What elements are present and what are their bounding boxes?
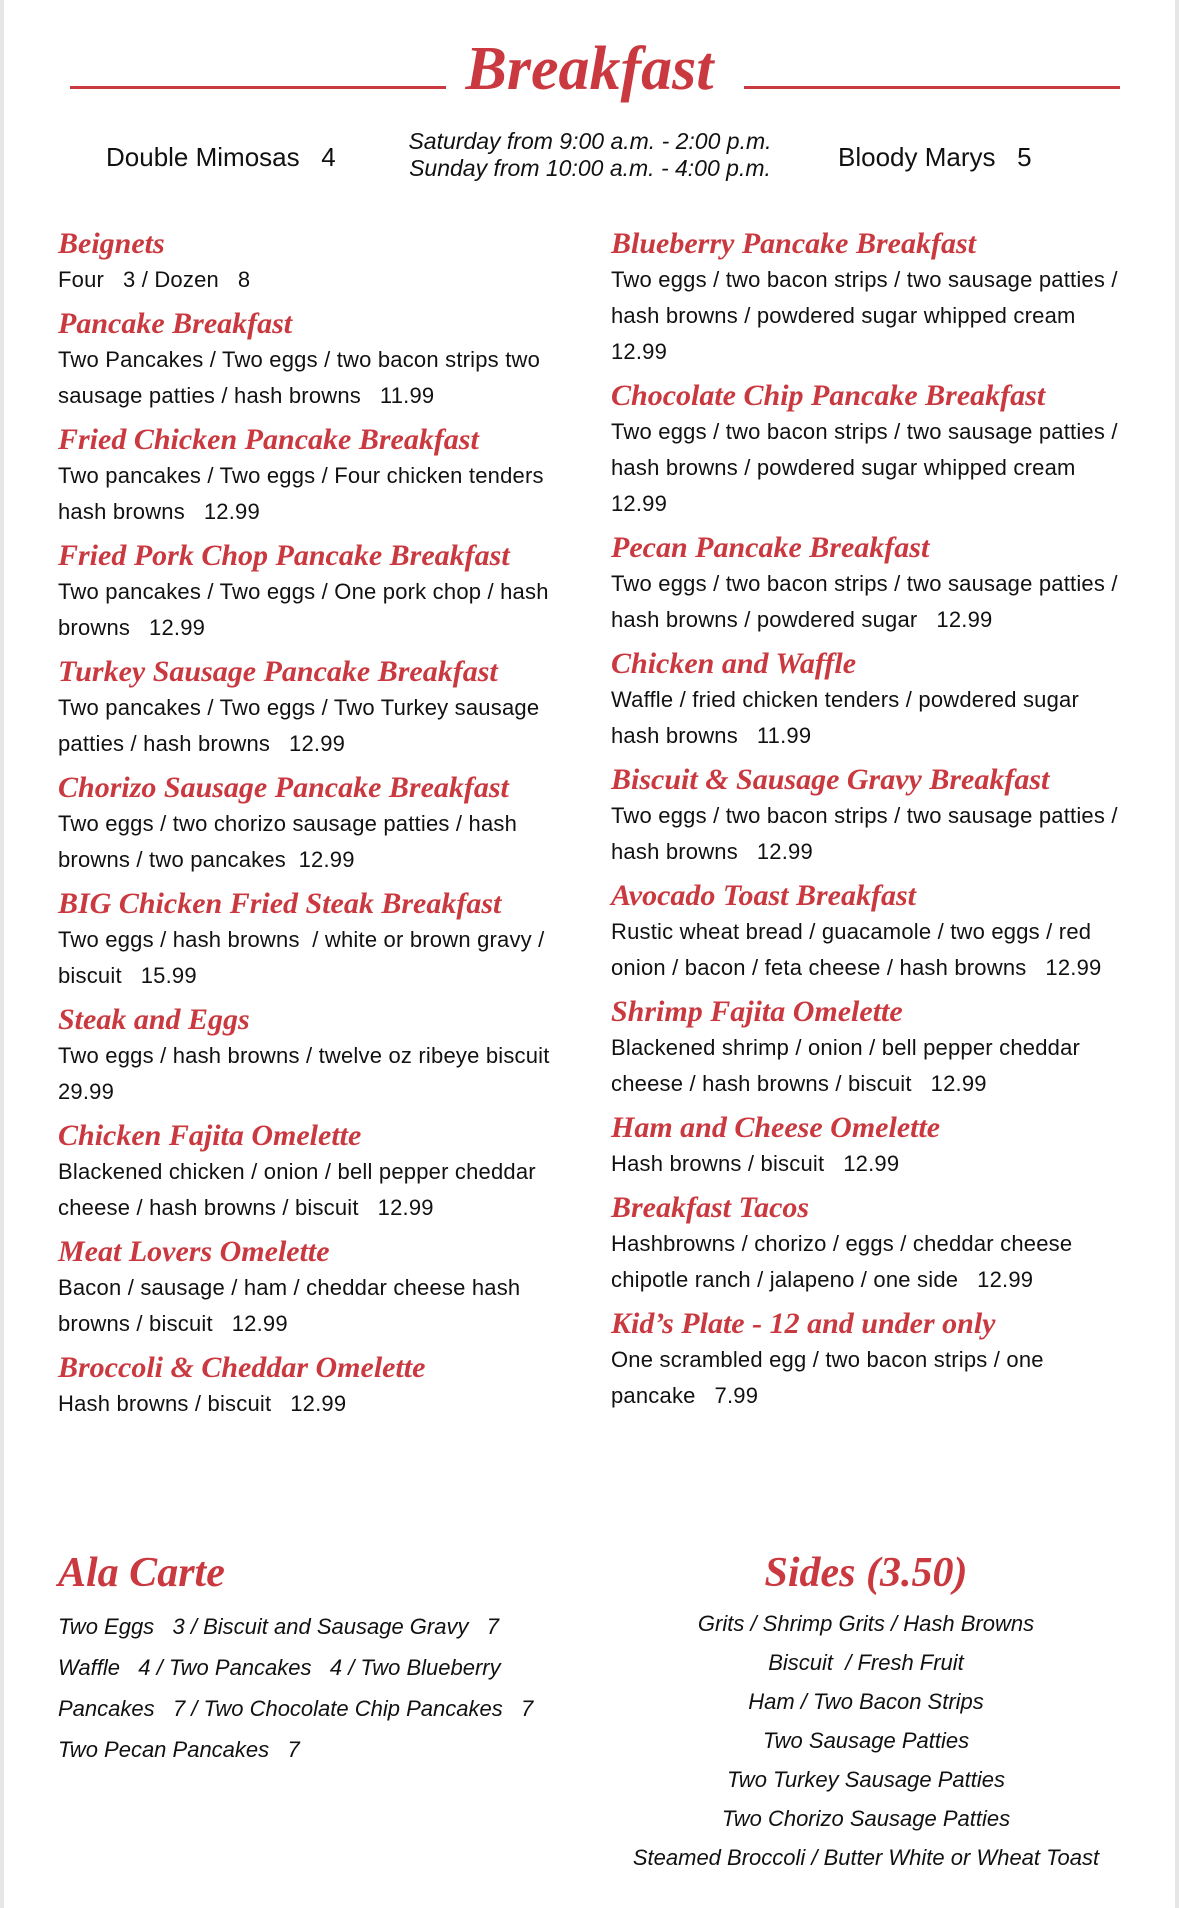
menu-item <box>58 226 578 298</box>
menu-title: Breakfast <box>465 35 714 103</box>
menu-item <box>58 538 578 646</box>
sides-title: Sides (3.50) <box>764 1550 968 1596</box>
menu-item <box>58 886 578 994</box>
item-description: Two pancakes / Two eggs / Two Turkey sausage patties / hash browns 12.99 <box>58 695 546 756</box>
drink-special-mimosas: Double Mimosas 4 <box>106 142 336 172</box>
sides-line: Two Chorizo Sausage Patties <box>721 1806 1011 1831</box>
sides-line: Two Turkey Sausage Patties <box>727 1767 1005 1792</box>
menu-item <box>611 646 1131 754</box>
menu-item <box>58 1118 578 1226</box>
item-description: Two pancakes / Two eggs / Four chicken tenders hash browns 12.99 <box>58 463 551 524</box>
title-rule-left <box>70 86 446 89</box>
item-description: Rustic wheat bread / guacamole / two eggs / red onion / bacon / feta cheese / hash browns 12.99 <box>611 919 1102 980</box>
item-name: Fried Pork Chop Pancake Breakfast <box>58 539 510 572</box>
item-name: Beignets <box>58 227 165 260</box>
menu-column-right <box>611 226 1131 1422</box>
item-description: Two Pancakes / Two eggs / two bacon strips two sausage patties / hash browns 11.99 <box>58 347 547 408</box>
menu-item <box>611 1306 1131 1414</box>
page-edge-right <box>1175 0 1179 1908</box>
menu-item <box>611 1110 1131 1182</box>
sides-line: Steamed Broccoli / Butter White or Wheat Toast <box>632 1845 1100 1870</box>
item-description: Two pancakes / Two eggs / One pork chop / hash browns 12.99 <box>58 579 555 640</box>
menu-item <box>611 994 1131 1102</box>
item-name: Broccoli & Cheddar Omelette <box>58 1351 426 1384</box>
item-description: Hash browns / biscuit 12.99 <box>611 1151 900 1176</box>
item-name: Biscuit & Sausage Gravy Breakfast <box>611 763 1050 796</box>
item-name: Chicken and Waffle <box>611 647 857 680</box>
ala-carte-list <box>58 1606 578 1770</box>
item-description: Two eggs / two bacon strips / two sausage patties / hash browns / powdered sugar 12.99 <box>611 571 1124 632</box>
menu-item <box>58 1234 578 1342</box>
ala-carte-line: Two Pecan Pancakes 7 <box>58 1737 300 1762</box>
page-edge-left <box>0 0 4 1908</box>
menu-column-left <box>58 226 578 1430</box>
item-name: Chicken Fajita Omelette <box>58 1119 362 1152</box>
item-description: Blackened shrimp / onion / bell pepper cheddar cheese / hash browns / biscuit 12.99 <box>611 1035 1087 1096</box>
sides-line: Ham / Two Bacon Strips <box>748 1689 984 1714</box>
menu-item <box>611 378 1131 522</box>
item-name: Chorizo Sausage Pancake Breakfast <box>58 771 509 804</box>
item-description: Two eggs / hash browns / white or brown gravy / biscuit 15.99 <box>58 927 551 988</box>
sides-line: Two Sausage Patties <box>762 1728 970 1753</box>
title-rule-right <box>744 86 1120 89</box>
item-description: Hash browns / biscuit 12.99 <box>58 1391 347 1416</box>
brunch-hours <box>380 128 800 182</box>
item-name: Meat Lovers Omelette <box>58 1235 330 1268</box>
ala-carte-line: Waffle 4 / Two Pancakes 4 / Two Blueberry <box>58 1655 501 1680</box>
item-description: Two eggs / two chorizo sausage patties / hash browns / two pancakes 12.99 <box>58 811 524 872</box>
ala-carte-line: Two Eggs 3 / Biscuit and Sausage Gravy 7 <box>58 1614 500 1639</box>
item-description: Two eggs / two bacon strips / two sausage patties / hash browns / powdered sugar whipped cream 12.99 <box>611 419 1124 516</box>
drink-special-bloody-marys: Bloody Marys 5 <box>838 142 1032 172</box>
item-description: Two eggs / two bacon strips / two sausage patties / hash browns / powdered sugar whipped cream 12.99 <box>611 267 1124 364</box>
item-description: One scrambled egg / two bacon strips / one pancake 7.99 <box>611 1347 1051 1408</box>
menu-item <box>58 1350 578 1422</box>
sides-line: Biscuit / Fresh Fruit <box>768 1650 964 1675</box>
item-description: Hashbrowns / chorizo / eggs / cheddar cheese chipotle ranch / jalapeno / one side 12.99 <box>611 1231 1079 1292</box>
item-name: Blueberry Pancake Breakfast <box>611 227 976 260</box>
menu-item <box>58 422 578 530</box>
menu-item <box>611 878 1131 986</box>
item-name: Breakfast Tacos <box>611 1191 810 1224</box>
item-name: Shrimp Fajita Omelette <box>611 995 903 1028</box>
sides-line: Grits / Shrimp Grits / Hash Browns <box>697 1611 1035 1636</box>
item-description: Blackened chicken / onion / bell pepper cheddar cheese / hash browns / biscuit 12.99 <box>58 1159 543 1220</box>
item-description: Four 3 / Dozen 8 <box>58 267 251 292</box>
item-name: Steak and Eggs <box>58 1003 250 1036</box>
item-description: Bacon / sausage / ham / cheddar cheese hash browns / biscuit 12.99 <box>58 1275 527 1336</box>
item-description: Two eggs / hash browns / twelve oz ribeye biscuit 29.99 <box>58 1043 569 1104</box>
item-name: Chocolate Chip Pancake Breakfast <box>611 379 1046 412</box>
menu-item <box>58 306 578 414</box>
menu-item <box>611 762 1131 870</box>
hours-sunday: Sunday from 10:00 a.m. - 4:00 p.m. <box>409 155 771 181</box>
item-description: Waffle / fried chicken tenders / powdered sugar hash browns 11.99 <box>611 687 1086 748</box>
item-name: Ham and Cheese Omelette <box>611 1111 941 1144</box>
item-name: Fried Chicken Pancake Breakfast <box>58 423 479 456</box>
item-name: Kid’s Plate - 12 and under only <box>611 1307 996 1340</box>
item-name: Pecan Pancake Breakfast <box>611 531 930 564</box>
item-name: Avocado Toast Breakfast <box>611 879 916 912</box>
menu-item <box>58 770 578 878</box>
sides-list <box>611 1604 1121 1877</box>
item-name: BIG Chicken Fried Steak Breakfast <box>58 887 502 920</box>
item-name: Pancake Breakfast <box>58 307 293 340</box>
ala-carte-title: Ala Carte <box>58 1550 225 1596</box>
menu-item <box>611 1190 1131 1298</box>
item-description: Two eggs / two bacon strips / two sausage patties / hash browns 12.99 <box>611 803 1124 864</box>
menu-item <box>58 654 578 762</box>
hours-saturday: Saturday from 9:00 a.m. - 2:00 p.m. <box>408 128 772 154</box>
ala-carte-line: Pancakes 7 / Two Chocolate Chip Pancakes 7 <box>58 1696 534 1721</box>
menu-item <box>611 226 1131 370</box>
menu-item <box>58 1002 578 1110</box>
item-name: Turkey Sausage Pancake Breakfast <box>58 655 498 688</box>
menu-item <box>611 530 1131 638</box>
